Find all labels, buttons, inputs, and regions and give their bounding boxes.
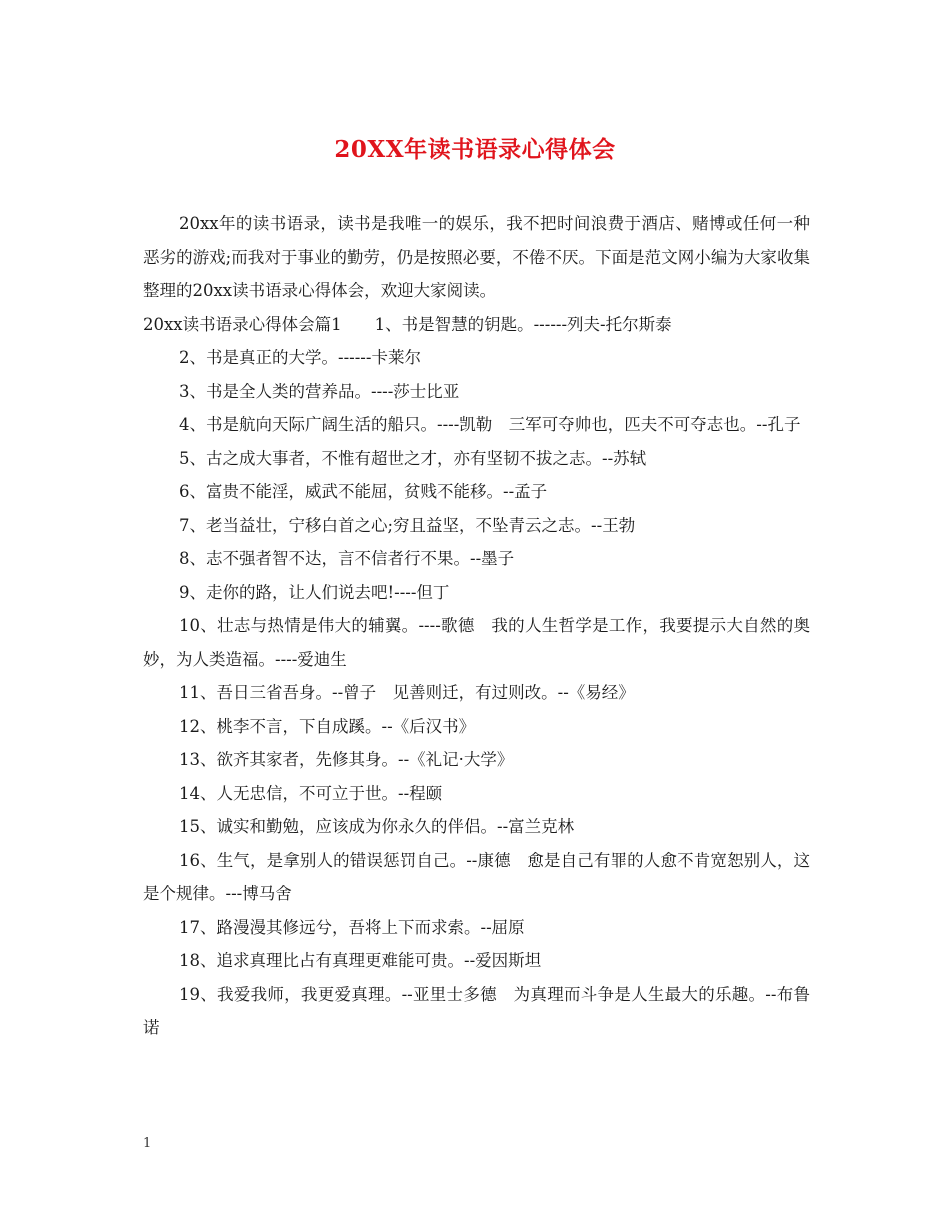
section-heading-line: 20xx读书语录心得体会篇1 1、书是智慧的钥匙。------列夫-托尔斯泰: [143, 314, 672, 334]
document-body: [143, 207, 810, 1045]
quote-item: 11、吾日三省吾身。--曾子 见善则迁，有过则改。--《易经》: [179, 683, 635, 702]
quote-item: 7、老当益壮，宁移白首之心;穷且益坚，不坠青云之志。--王勃: [179, 515, 636, 535]
quote-item: 16、生气，是拿别人的错误惩罚自己。--康德 愈是自己有罪的人愈不肯宽恕别人，这是个规律。---博马舍: [143, 850, 810, 903]
quote-item: 4、书是航向天际广阔生活的船只。----凯勒 三军可夺帅也，匹夫不可夺志也。--孔子: [179, 415, 801, 434]
quote-item: 2、书是真正的大学。------卡莱尔: [179, 348, 421, 367]
quote-item: 14、人无忠信，不可立于世。--程颐: [179, 783, 443, 803]
document-title: 20XX年读书语录心得体会: [334, 136, 616, 163]
page-number: 1: [143, 1136, 152, 1151]
quote-item: 19、我爱我师，我更爱真理。--亚里士多德 为真理而斗争是人生最大的乐趣。--布鲁诺: [143, 984, 810, 1037]
quote-item: 3、书是全人类的营养品。----莎士比亚: [179, 381, 460, 401]
quote-item: 18、追求真理比占有真理更难能可贵。--爱因斯坦: [179, 951, 542, 970]
intro-paragraph: 20xx年的读书语录，读书是我唯一的娱乐，我不把时间浪费于酒店、赌博或任何一种恶劣的游戏;而我对于事业的勤劳，仍是按照必要，不倦不厌。下面是范文网小编为大家收集整理的20xx读书语录心得体会，欢迎大家阅读。: [143, 214, 810, 300]
quote-item: 12、桃李不言，下自成蹊。--《后汉书》: [179, 716, 476, 736]
quote-item: 5、古之成大事者，不惟有超世之才，亦有坚韧不拔之志。--苏轼: [179, 448, 647, 468]
quote-item: 6、富贵不能淫，威武不能屈，贫贱不能移。--孟子: [179, 482, 548, 501]
quote-item: 15、诚实和勤勉，应该成为你永久的伴侣。--富兰克林: [179, 817, 575, 836]
quote-item: 9、走你的路，让人们说去吧!----但丁: [179, 582, 450, 602]
quote-item: 17、路漫漫其修远兮，吾将上下而求索。--屈原: [179, 917, 525, 937]
quote-item: 10、壮志与热情是伟大的辅翼。----歌德 我的人生哲学是工作，我要提示大自然的奥妙，为人类造福。----爱迪生: [143, 616, 810, 669]
quote-item: 8、志不强者智不达，言不信者行不果。--墨子: [179, 549, 515, 568]
quote-item: 13、欲齐其家者，先修其身。--《礼记·大学》: [179, 750, 514, 769]
